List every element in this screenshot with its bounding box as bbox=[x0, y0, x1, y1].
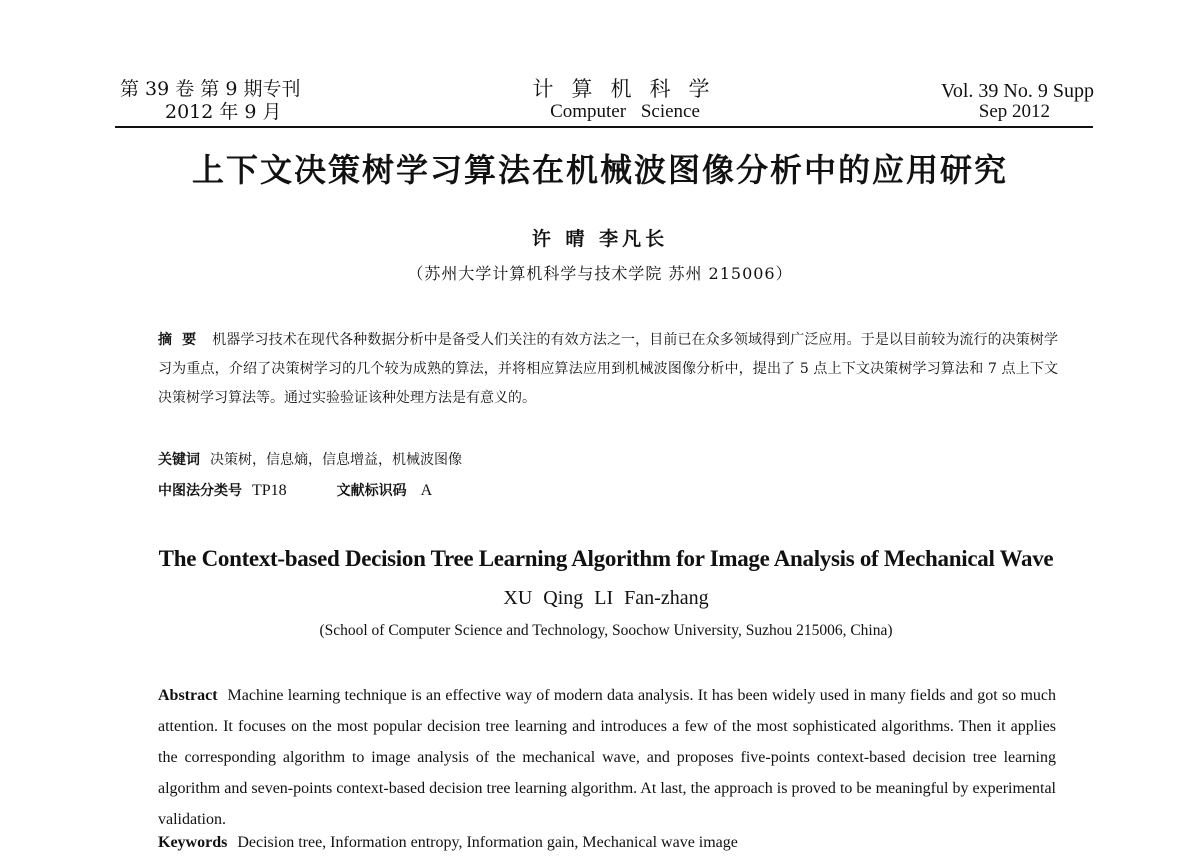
keywords-cn bbox=[158, 449, 462, 471]
date-cn: 2012 年 9 月 bbox=[165, 101, 282, 123]
abstract-label-cn: 摘要 bbox=[158, 332, 207, 348]
affiliation-cn: （苏州大学计算机科学与技术学院 苏州 215006） bbox=[407, 264, 793, 283]
journal-name-en: Computer Science bbox=[550, 101, 700, 122]
abstract-cn bbox=[158, 326, 1058, 413]
volume-issue-en: Vol. 39 No. 9 Supp bbox=[941, 80, 1094, 102]
abstract-en bbox=[158, 680, 1056, 835]
header-rule bbox=[115, 126, 1093, 128]
paper-title-cn: 上下文决策树学习算法在机械波图像分析中的应用研究 bbox=[191, 151, 1008, 189]
doc-code-value: A bbox=[420, 482, 433, 499]
keywords-label-en: Keywords bbox=[158, 834, 228, 851]
abstract-text-cn: 机器学习技术在现代各种数据分析中是备受人们关注的有效方法之一，目前已在众多领域得到广泛应用。于是以目前较为流行的决策树学习为重点，介绍了决策树学习的几个较为成熟的算法，并将相应算法应用到机械波图像分析中，提出了 5 点上下文决策树学习算法和 7 点上下文决策树学习算法等。通过实验验证该种处理方法是有意义的。 bbox=[158, 332, 1059, 406]
authors-en: XU Qing LI Fan-zhang bbox=[503, 587, 709, 609]
keywords-en bbox=[158, 832, 738, 854]
date-en: Sep 2012 bbox=[978, 101, 1050, 122]
clc-label: 中图法分类号 bbox=[158, 483, 242, 499]
classification-line bbox=[158, 480, 432, 502]
keywords-text-cn: 决策树，信息熵，信息增益，机械波图像 bbox=[210, 452, 462, 468]
journal-name-cn: 计算机科学 bbox=[532, 77, 728, 101]
abstract-label-en: Abstract bbox=[158, 687, 218, 704]
paper-title-en: The Context-based Decision Tree Learning Algorithm for Image Analysis of Mechanical Wave bbox=[158, 546, 1054, 571]
clc-value: TP18 bbox=[252, 482, 287, 499]
volume-issue-cn: 第 39 卷 第 9 期专刊 bbox=[120, 78, 301, 100]
keywords-text-en: Decision tree, Information entropy, Information gain, Mechanical wave image bbox=[237, 834, 738, 851]
abstract-text-en: Machine learning technique is an effective way of modern data analysis. It has been widely used in many fields and got so much attention. It focuses on the most popular decision tree learning and introduces a few of the most sophisticated algorithms. Then it applies the corresponding algorithm to image analysis of the mechanical wave, and proposes five-points context-based decision tree learning algorithm and seven-points context-based decision tree learning algorithm. At last, the approach is proved to be meaningful by experimental validation. bbox=[158, 687, 1056, 828]
doc-code-label: 文献标识码 bbox=[336, 483, 407, 499]
keywords-label-cn: 关键词 bbox=[158, 452, 200, 468]
affiliation-en: (School of Computer Science and Technology, Soochow University, Suzhou 215006, China) bbox=[319, 622, 893, 639]
authors-cn: 许 晴 李凡长 bbox=[531, 228, 669, 250]
